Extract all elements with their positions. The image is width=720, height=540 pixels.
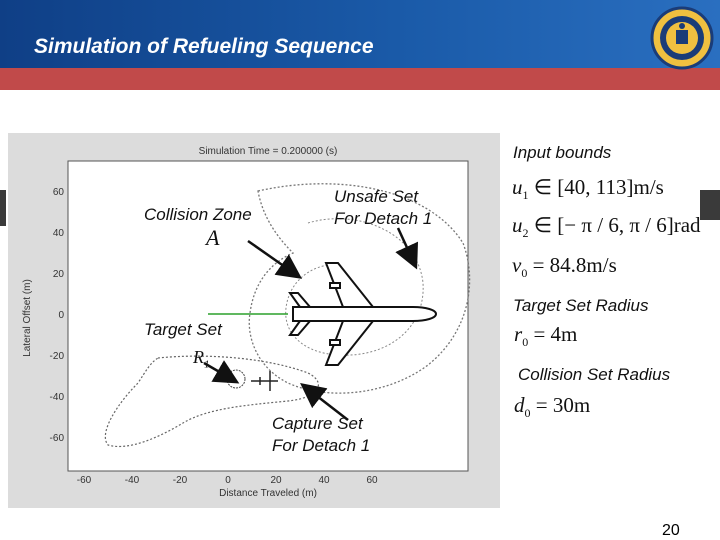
- collision-zone-label: Collision Zone: [144, 205, 252, 224]
- y-tick: -40: [49, 392, 64, 403]
- x-tick: 40: [318, 475, 330, 486]
- simulation-figure: [8, 133, 500, 508]
- simulation-plot: [8, 133, 500, 508]
- y-axis-label: Lateral Offset (m): [22, 279, 33, 357]
- x-tick: -40: [124, 475, 140, 486]
- x-tick: -60: [76, 475, 92, 486]
- y-tick: 0: [58, 310, 64, 321]
- unsafe-set-label-line2: For Detach 1: [334, 209, 433, 228]
- slide-title: Simulation of Refueling Sequence: [34, 35, 374, 58]
- unsafe-set-label-line1: Unsafe Set: [334, 187, 419, 206]
- x-tick: 0: [225, 475, 231, 486]
- university-seal-icon: [650, 6, 714, 70]
- capture-set-label-line1: Capture Set: [272, 414, 363, 433]
- r0-equation: $r_0 = 4m$: [514, 322, 578, 350]
- header-accent-bar: [0, 68, 720, 90]
- d0-equation: $d_0 = 30m$: [514, 393, 591, 421]
- x-tick: 20: [270, 475, 282, 486]
- input-bounds-heading: Input bounds: [513, 143, 612, 162]
- y-tick: 40: [52, 228, 64, 239]
- y-tick: 60: [52, 187, 64, 198]
- target-set-symbol: $R_1$: [193, 347, 210, 371]
- u1-equation: $u_1$ ∈ [40, 113]m/s: [512, 175, 664, 203]
- capture-set-label-line2: For Detach 1: [272, 436, 371, 455]
- y-tick: 20: [52, 269, 64, 280]
- target-set-label: Target Set: [144, 320, 222, 339]
- x-axis-label: Distance Traveled (m): [219, 488, 317, 499]
- v0-equation: $v_0 = 84.8m/s$: [512, 253, 617, 281]
- x-tick: -20: [172, 475, 188, 486]
- collision-zone-symbol: A: [206, 225, 220, 250]
- sim-time-title: Simulation Time = 0.200000 (s): [198, 146, 338, 157]
- y-tick: -20: [49, 351, 64, 362]
- collision-radius-heading: Collision Set Radius: [518, 365, 671, 384]
- page-number: 20: [662, 522, 680, 539]
- u2-equation: $u_2$ ∈ [− π / 6, π / 6]rad: [512, 213, 701, 241]
- y-tick: -60: [49, 433, 64, 444]
- left-edge-tab: [0, 190, 6, 226]
- target-radius-heading: Target Set Radius: [513, 296, 649, 315]
- x-tick: 60: [366, 475, 378, 486]
